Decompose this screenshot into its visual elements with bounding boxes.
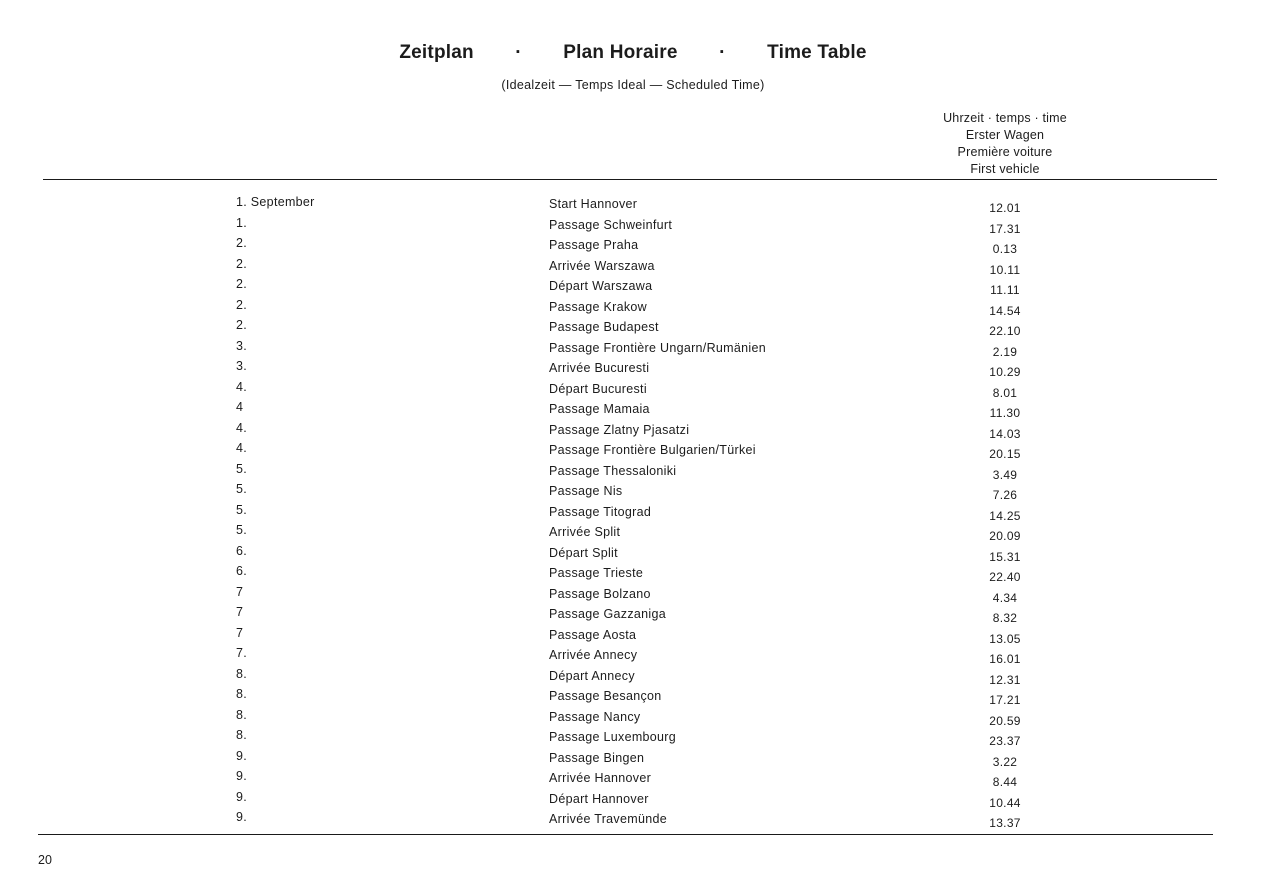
row-time: 23.37 xyxy=(989,734,1021,748)
row-event: Passage Bingen xyxy=(549,750,645,765)
row-event: Passage Krakow xyxy=(549,299,647,314)
row-date: 1. September xyxy=(236,195,315,209)
table-row xyxy=(0,544,1266,565)
row-date: 9. xyxy=(236,769,248,783)
table-row xyxy=(0,564,1266,585)
table-row xyxy=(0,462,1266,483)
row-event: Passage Trieste xyxy=(549,566,644,580)
table-row xyxy=(0,749,1266,770)
row-event: Passage Titograd xyxy=(549,504,652,519)
row-date: 2. xyxy=(236,297,248,312)
row-time: 8.01 xyxy=(992,385,1018,400)
row-date: 1. xyxy=(236,215,248,230)
row-date: 6. xyxy=(236,543,248,558)
row-date: 9. xyxy=(236,789,248,804)
row-event: Départ Warszawa xyxy=(549,279,653,293)
bottom-divider xyxy=(38,834,1213,835)
row-date: 5. xyxy=(236,482,248,496)
row-event: Arrivée Hannover xyxy=(549,771,652,785)
title-french: Plan Horaire xyxy=(563,42,678,63)
table-row xyxy=(0,687,1266,708)
row-time: 2.19 xyxy=(992,344,1018,359)
page-title xyxy=(0,42,1266,64)
row-event: Départ Split xyxy=(549,545,618,560)
row-event: Arrivée Travemünde xyxy=(549,812,667,826)
timetable xyxy=(0,195,1266,831)
top-divider xyxy=(43,179,1217,180)
table-row xyxy=(0,503,1266,524)
row-date: 3. xyxy=(236,359,248,373)
row-date: 8. xyxy=(236,666,248,681)
title-separator-1: · xyxy=(515,42,522,63)
row-date: 2. xyxy=(236,318,248,332)
row-date: 4. xyxy=(236,379,248,394)
row-event: Arrivée Warszawa xyxy=(549,258,655,273)
row-time: 8.44 xyxy=(992,775,1018,789)
row-event: Départ Annecy xyxy=(549,668,635,683)
row-time: 12.31 xyxy=(989,672,1021,687)
row-date: 8. xyxy=(236,687,248,701)
table-row xyxy=(0,257,1266,278)
row-date: 7 xyxy=(236,605,244,619)
row-date: 4 xyxy=(236,400,244,414)
row-time: 15.31 xyxy=(989,549,1021,564)
title-separator-2: · xyxy=(719,42,726,63)
table-row xyxy=(0,236,1266,257)
row-time: 10.29 xyxy=(989,365,1021,379)
table-row xyxy=(0,523,1266,544)
time-column-header xyxy=(905,110,1105,178)
row-time: 14.25 xyxy=(989,508,1021,523)
table-row xyxy=(0,769,1266,790)
table-row xyxy=(0,728,1266,749)
row-event: Passage Aosta xyxy=(549,627,637,642)
row-event: Passage Besançon xyxy=(549,689,662,703)
table-row xyxy=(0,646,1266,667)
row-time: 4.34 xyxy=(992,590,1018,605)
row-date: 5. xyxy=(236,502,248,517)
table-row xyxy=(0,339,1266,360)
time-column-header-line-1: Uhrzeit · temps · time xyxy=(943,111,1067,125)
row-date: 7 xyxy=(236,625,244,640)
table-row xyxy=(0,482,1266,503)
row-event: Passage Praha xyxy=(549,238,639,252)
row-time: 17.31 xyxy=(989,221,1021,236)
row-date: 4. xyxy=(236,420,248,435)
table-row xyxy=(0,359,1266,380)
row-date: 9. xyxy=(236,810,248,824)
row-time: 20.09 xyxy=(989,529,1021,543)
row-time: 20.59 xyxy=(989,713,1021,728)
row-event: Passage Gazzaniga xyxy=(549,607,666,621)
row-time: 16.01 xyxy=(989,652,1021,666)
table-row xyxy=(0,195,1266,216)
row-date: 6. xyxy=(236,564,248,578)
row-event: Passage Mamaia xyxy=(549,402,650,416)
table-row xyxy=(0,298,1266,319)
table-row xyxy=(0,626,1266,647)
table-row xyxy=(0,421,1266,442)
row-event: Passage Bolzano xyxy=(549,586,651,601)
table-row xyxy=(0,277,1266,298)
row-time: 11.11 xyxy=(990,283,1020,297)
row-event: Passage Nis xyxy=(549,484,623,498)
row-date: 4. xyxy=(236,441,248,455)
row-event: Passage Frontière Ungarn/Rumänien xyxy=(549,340,766,355)
table-row xyxy=(0,441,1266,462)
row-time: 3.22 xyxy=(992,754,1018,769)
row-date: 9. xyxy=(236,748,248,763)
row-time: 10.11 xyxy=(989,262,1021,277)
table-row xyxy=(0,216,1266,237)
table-row xyxy=(0,318,1266,339)
row-time: 12.01 xyxy=(989,201,1021,215)
row-event: Passage Nancy xyxy=(549,709,641,724)
title-english: Time Table xyxy=(767,42,867,63)
row-time: 8.32 xyxy=(992,611,1018,625)
row-date: 3. xyxy=(236,338,248,353)
table-row xyxy=(0,380,1266,401)
row-date: 5. xyxy=(236,461,248,476)
table-row xyxy=(0,667,1266,688)
row-event: Passage Budapest xyxy=(549,320,659,334)
row-event: Départ Bucuresti xyxy=(549,381,647,396)
row-event: Arrivée Annecy xyxy=(549,648,638,662)
row-time: 11.30 xyxy=(989,406,1021,420)
row-time: 0.13 xyxy=(992,242,1018,256)
row-date: 2. xyxy=(236,277,248,291)
row-time: 14.54 xyxy=(989,303,1021,318)
table-row xyxy=(0,790,1266,811)
title-german: Zeitplan xyxy=(399,42,474,63)
row-date: 2. xyxy=(236,236,248,250)
row-time: 20.15 xyxy=(989,447,1021,461)
row-event: Passage Frontière Bulgarien/Türkei xyxy=(549,443,756,457)
row-time: 10.44 xyxy=(989,795,1021,810)
row-event: Arrivée Bucuresti xyxy=(549,361,650,375)
table-row xyxy=(0,585,1266,606)
row-time: 13.05 xyxy=(989,631,1021,646)
page-number: 20 xyxy=(38,853,52,867)
row-event: Arrivée Split xyxy=(549,525,621,539)
subtitle: (Idealzeit — Temps Ideal — Scheduled Time) xyxy=(501,78,765,92)
row-date: 8. xyxy=(236,707,248,722)
row-event: Passage Thessaloniki xyxy=(549,463,677,478)
time-column-header-line-4: First vehicle xyxy=(970,162,1040,176)
row-date: 8. xyxy=(236,728,248,742)
row-event: Start Hannover xyxy=(549,197,638,211)
row-time: 7.26 xyxy=(992,488,1018,502)
row-event: Passage Zlatny Pjasatzi xyxy=(549,422,690,437)
row-time: 14.03 xyxy=(989,426,1021,441)
row-date: 5. xyxy=(236,523,248,537)
table-row xyxy=(0,810,1266,831)
table-row xyxy=(0,708,1266,729)
row-date: 7. xyxy=(236,646,248,660)
row-event: Départ Hannover xyxy=(549,791,649,806)
row-date: 7 xyxy=(236,584,244,599)
row-event: Passage Schweinfurt xyxy=(549,217,673,232)
row-date: 2. xyxy=(236,256,248,271)
row-time: 13.37 xyxy=(989,816,1021,830)
row-event: Passage Luxembourg xyxy=(549,730,677,744)
row-time: 3.49 xyxy=(992,467,1018,482)
time-column-header-line-2: Erster Wagen xyxy=(965,128,1045,142)
row-time: 22.40 xyxy=(989,570,1021,584)
row-time: 17.21 xyxy=(989,693,1021,707)
table-row xyxy=(0,400,1266,421)
row-time: 22.10 xyxy=(989,324,1021,338)
table-row xyxy=(0,605,1266,626)
time-column-header-line-3: Première voiture xyxy=(957,145,1053,159)
